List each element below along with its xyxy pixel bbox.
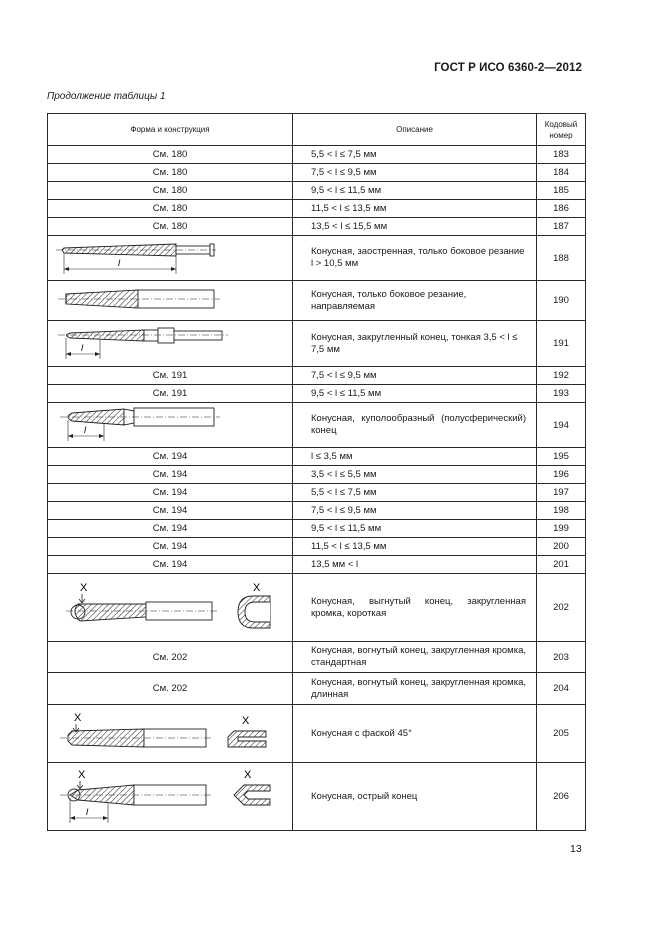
tool-drawing-domed xyxy=(48,403,292,447)
code-cell: 183 xyxy=(537,146,586,164)
form-cell: См. 194 xyxy=(48,448,293,466)
description-cell: l ≤ 3,5 мм xyxy=(293,448,537,466)
tool-drawing-convex xyxy=(48,574,292,641)
form-cell: См. 194 xyxy=(48,502,293,520)
tool-table xyxy=(47,113,586,831)
form-cell: См. 180 xyxy=(48,218,293,236)
form-cell: См. 191 xyxy=(48,385,293,403)
section-label: X xyxy=(244,769,252,781)
description-cell: Конусная, закругленный конец, тонкая 3,5 < l ≤ 7,5 мм xyxy=(293,321,537,367)
column-header-description: Описание xyxy=(293,114,537,146)
code-cell: 195 xyxy=(537,448,586,466)
table-row xyxy=(48,642,586,673)
table-caption: Продолжение таблицы 1 xyxy=(47,91,166,102)
description-cell: Конусная, выгнутый конец, закругленная кромка, короткая xyxy=(293,574,537,642)
description-cell: Конусная, острый конец xyxy=(293,763,537,831)
description-cell: 5,5 < l ≤ 7,5 мм xyxy=(293,146,537,164)
form-cell xyxy=(48,574,293,642)
table-row xyxy=(48,448,586,466)
length-label: l xyxy=(118,258,121,269)
section-label: X xyxy=(253,582,261,594)
form-cell: См. 194 xyxy=(48,538,293,556)
description-cell: 9,5 < l ≤ 11,5 мм xyxy=(293,182,537,200)
column-header-code: Кодовый номер xyxy=(537,114,586,146)
table-row xyxy=(48,484,586,502)
form-cell xyxy=(48,763,293,831)
section-label: X xyxy=(242,715,250,727)
standard-header: ГОСТ Р ИСО 6360-2—2012 xyxy=(434,62,582,74)
description-cell: Конусная с фаской 45° xyxy=(293,705,537,763)
code-cell: 192 xyxy=(537,367,586,385)
table-row xyxy=(48,556,586,574)
table-row xyxy=(48,466,586,484)
table-row xyxy=(48,281,586,321)
code-cell: 194 xyxy=(537,403,586,448)
description-cell: 3,5 < l ≤ 5,5 мм xyxy=(293,466,537,484)
table-row xyxy=(48,146,586,164)
form-cell xyxy=(48,403,293,448)
table-header-row xyxy=(48,114,586,146)
code-cell: 190 xyxy=(537,281,586,321)
description-cell: 7,5 < l ≤ 9,5 мм xyxy=(293,367,537,385)
code-cell: 201 xyxy=(537,556,586,574)
column-header-form: Форма и конструкция xyxy=(48,114,293,146)
form-cell: См. 180 xyxy=(48,164,293,182)
code-cell: 206 xyxy=(537,763,586,831)
code-cell: 196 xyxy=(537,466,586,484)
form-cell xyxy=(48,705,293,763)
section-label: X xyxy=(78,769,86,781)
code-cell: 191 xyxy=(537,321,586,367)
form-cell: См. 180 xyxy=(48,200,293,218)
code-cell: 185 xyxy=(537,182,586,200)
code-cell: 186 xyxy=(537,200,586,218)
page-number: 13 xyxy=(570,843,582,855)
form-cell: См. 194 xyxy=(48,466,293,484)
description-cell: Конусная, куполообразный (полусферический) конец xyxy=(293,403,537,448)
table-row xyxy=(48,200,586,218)
code-cell: 188 xyxy=(537,236,586,281)
code-cell: 203 xyxy=(537,642,586,673)
tool-drawing-guided xyxy=(48,281,292,320)
table-row xyxy=(48,236,586,281)
description-cell: 9,5 < l ≤ 11,5 мм xyxy=(293,385,537,403)
table-row xyxy=(48,182,586,200)
table-row xyxy=(48,673,586,705)
table-row xyxy=(48,164,586,182)
code-cell: 204 xyxy=(537,673,586,705)
code-cell: 187 xyxy=(537,218,586,236)
form-cell xyxy=(48,321,293,367)
description-cell: 7,5 < l ≤ 9,5 мм xyxy=(293,502,537,520)
tool-drawing-rounded-thin xyxy=(48,321,292,366)
form-cell: См. 202 xyxy=(48,642,293,673)
description-cell: Конусная, только боковое резание, направляемая xyxy=(293,281,537,321)
table-row xyxy=(48,502,586,520)
table-row xyxy=(48,321,586,367)
table-row xyxy=(48,520,586,538)
table-row xyxy=(48,218,586,236)
form-cell: См. 194 xyxy=(48,484,293,502)
code-cell: 205 xyxy=(537,705,586,763)
section-label: X xyxy=(74,712,82,724)
description-cell: 13,5 < l ≤ 15,5 мм xyxy=(293,218,537,236)
description-cell: 11,5 < l ≤ 13,5 мм xyxy=(293,200,537,218)
table-row xyxy=(48,763,586,831)
code-cell: 197 xyxy=(537,484,586,502)
length-label: l xyxy=(81,343,84,354)
table-row xyxy=(48,403,586,448)
table-row xyxy=(48,574,586,642)
form-cell: См. 202 xyxy=(48,673,293,705)
table-row xyxy=(48,705,586,763)
description-cell: 9,5 < l ≤ 11,5 мм xyxy=(293,520,537,538)
description-cell: 7,5 < l ≤ 9,5 мм xyxy=(293,164,537,182)
code-cell: 184 xyxy=(537,164,586,182)
form-cell: См. 191 xyxy=(48,367,293,385)
description-cell: Конусная, заостренная, только боковое резание l > 10,5 мм xyxy=(293,236,537,281)
description-cell: 13,5 мм < l xyxy=(293,556,537,574)
description-cell: Конусная, вогнутый конец, закругленная кромка, стандартная xyxy=(293,642,537,673)
code-cell: 198 xyxy=(537,502,586,520)
form-cell: См. 180 xyxy=(48,182,293,200)
tool-drawing-chamfer xyxy=(48,705,292,762)
form-cell xyxy=(48,281,293,321)
code-cell: 199 xyxy=(537,520,586,538)
code-cell: 193 xyxy=(537,385,586,403)
table-row xyxy=(48,538,586,556)
code-cell: 200 xyxy=(537,538,586,556)
tool-drawing-sharp xyxy=(48,763,292,830)
description-cell: Конусная, вогнутый конец, закругленная кромка, длинная xyxy=(293,673,537,705)
table-row xyxy=(48,385,586,403)
section-label: X xyxy=(80,582,88,594)
description-cell: 5,5 < l ≤ 7,5 мм xyxy=(293,484,537,502)
description-cell: 11,5 < l ≤ 13,5 мм xyxy=(293,538,537,556)
table-row xyxy=(48,367,586,385)
form-cell: См. 194 xyxy=(48,520,293,538)
code-cell: 202 xyxy=(537,574,586,642)
form-cell: См. 180 xyxy=(48,146,293,164)
form-cell xyxy=(48,236,293,281)
tool-drawing-pointed xyxy=(48,236,292,280)
length-label: l xyxy=(84,425,87,436)
length-label: l xyxy=(86,807,89,818)
form-cell: См. 194 xyxy=(48,556,293,574)
